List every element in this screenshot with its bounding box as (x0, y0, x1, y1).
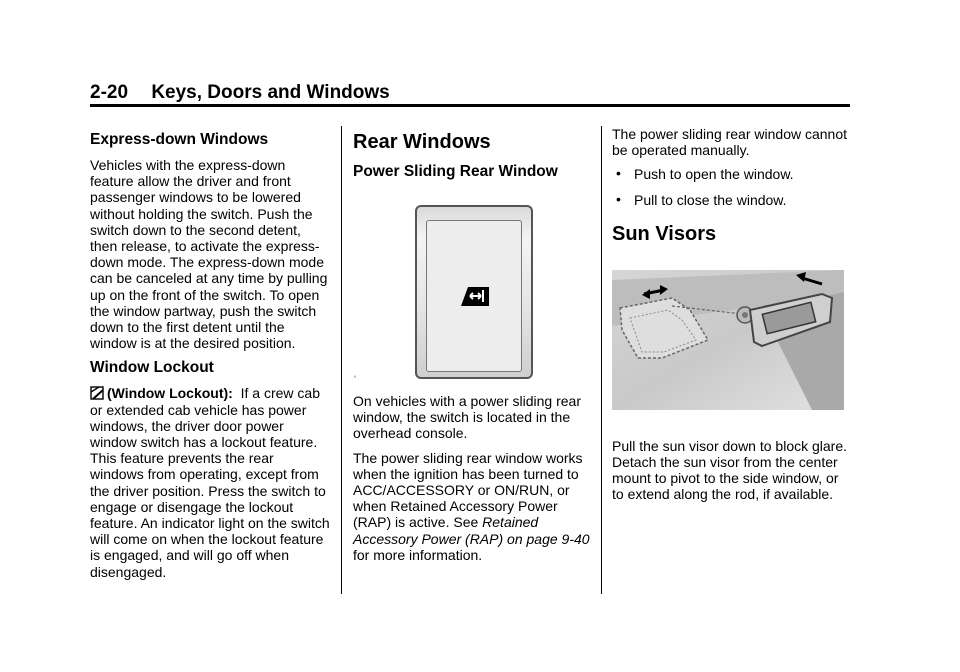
power-sliding-heading: Power Sliding Rear Window (353, 163, 558, 180)
window-lockout-text: If a crew cab or extended cab vehicle has power windows, the driver door power window switch has a lockout feature. This feature prevents the rear windows from operating, except from the driver position. Press the switch to engage or disengage the lockout feature. An indicator light on the switch will come on when the lockout feature is engaged, and will go off when disengaged. (90, 385, 330, 580)
rear-window-switch-icon (459, 285, 491, 307)
power-sliding-paragraph-1: On vehicles with a power sliding rear window, the switch is located in the overhead console. (353, 393, 581, 442)
sun-visors-paragraph: Pull the sun visor down to block glare. Detach the sun visor from the center mount to pivot to the side window, or to extend along the rod, if available. (612, 437, 848, 503)
paragraph-text: The power sliding rear window works when the ignition has been turned to ACC/ACCESSORY or ON/RUN, or when Retained Accessory Power (RAP) is active. See (353, 449, 583, 531)
paragraph-text: for more information. (353, 546, 483, 563)
sun-visor-figure (612, 270, 844, 410)
column-middle (353, 126, 593, 571)
page-header (90, 82, 390, 104)
switch-button (426, 220, 522, 372)
column-divider (601, 126, 602, 594)
section-title: Keys, Doors and Windows (151, 82, 390, 103)
sun-visors-heading: Sun Visors (612, 222, 717, 245)
figure-mark: ‘ (354, 374, 356, 384)
header-rule (90, 104, 850, 107)
window-lockout-heading: Window Lockout (90, 359, 214, 377)
column-right (612, 126, 852, 511)
column-divider (341, 126, 342, 594)
window-lockout-term: (Window Lockout): (107, 385, 233, 402)
bullet-pull-close: • Pull to close the window. (612, 192, 852, 208)
window-lockout-icon (90, 386, 104, 400)
express-down-paragraph: Vehicles with the express-down feature allow the driver and front passenger windows to be lowered without holding the switch. Push the switch down to the second detent, then release, to activate the express-down mode. The express-down mode can be canceled at any time by pulling up on the front of the switch. To open the window partway, push the switch down to the first detent until the window is at the desired position. (90, 157, 328, 352)
express-down-heading: Express-down Windows (90, 131, 269, 148)
bullet-push-open: • Push to open the window. (612, 166, 852, 182)
manual-operation-note: The power sliding rear window cannot be operated manually. (612, 126, 848, 159)
window-lockout-paragraph (90, 385, 330, 579)
power-sliding-paragraph-2 (353, 450, 593, 563)
rear-window-switch-figure (353, 193, 593, 389)
switch-bezel (415, 205, 533, 379)
rear-windows-heading: Rear Windows (353, 131, 491, 153)
column-left (90, 126, 330, 588)
page-number: 2-20 (90, 82, 129, 103)
rap-reference-link[interactable]: Retained Accessory Power (RAP) on page 9-40 (353, 514, 590, 547)
